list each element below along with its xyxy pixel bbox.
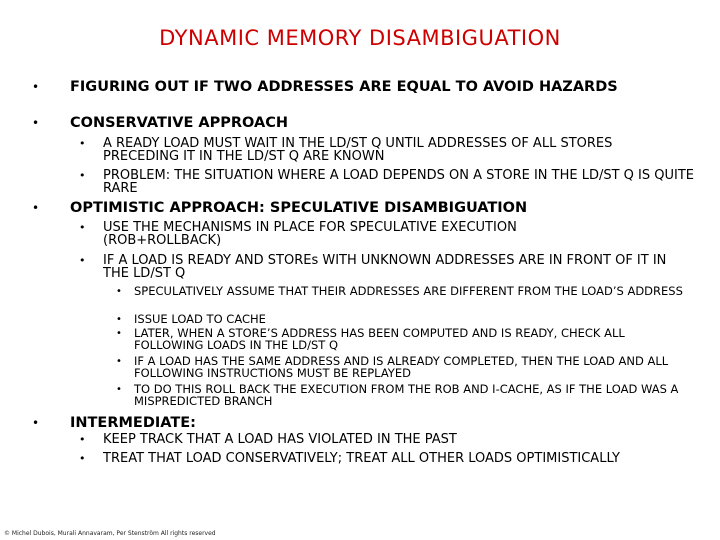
bullet-text: IF A LOAD IS READY AND STOREs WITH UNKNOWN ADDRESSES ARE IN FRONT OF IT IN THE LD/ST Q: [103, 253, 667, 281]
bullet-text: FIGURING OUT IF TWO ADDRESSES ARE EQUAL TO AVOID HAZARDS: [70, 79, 618, 95]
bullet-text: OPTIMISTIC APPROACH: SPECULATIVE DISAMBIGUATION: [70, 200, 528, 216]
bullet-item-1: [32, 79, 650, 95]
bullet-text: IF A LOAD HAS THE SAME ADDRESS AND IS ALREADY COMPLETED, THEN THE LOAD AND ALL FOLLOWING INSTRUCTIONS MUST BE REPLAYED: [134, 354, 669, 380]
bullet-item-6: [79, 220, 623, 248]
slide-title: DYNAMIC MEMORY DISAMBIGUATION: [159, 26, 561, 50]
bullet-icon: •: [116, 286, 122, 297]
bullet-item-10: [116, 326, 694, 352]
bullet-item-9: [116, 312, 694, 326]
bullet-icon: •: [32, 201, 40, 215]
bullet-item-8: [116, 284, 694, 298]
bullet-text: KEEP TRACK THAT A LOAD HAS VIOLATED IN THE PAST: [103, 432, 457, 447]
bullet-icon: •: [79, 254, 86, 267]
bullet-item-2: [32, 115, 650, 131]
bullet-text: PROBLEM: THE SITUATION WHERE A LOAD DEPENDS ON A STORE IN THE LD/ST Q IS QUITE RARE: [103, 168, 694, 196]
bullet-text: A READY LOAD MUST WAIT IN THE LD/ST Q UNTIL ADDRESSES OF ALL STORES PRECEDING IT IN THE LD/ST Q ARE KNOWN: [103, 136, 613, 164]
bullet-text: INTERMEDIATE:: [70, 415, 196, 431]
bullet-item-15: [79, 451, 643, 466]
bullet-icon: •: [116, 384, 122, 395]
bullet-icon: •: [79, 169, 86, 182]
bullet-text: LATER, WHEN A STORE’S ADDRESS HAS BEEN COMPUTED AND IS READY, CHECK ALL FOLLOWING LOADS IN THE LD/ST Q: [134, 326, 625, 352]
copyright-footer: © Michel Dubois, Murali Annavaram, Per Stenström All rights reserved: [4, 530, 216, 537]
bullet-text: USE THE MECHANISMS IN PLACE FOR SPECULATIVE EXECUTION (ROB+ROLLBACK): [103, 220, 517, 248]
bullet-icon: •: [116, 356, 122, 367]
bullet-icon: •: [79, 452, 86, 465]
bullet-icon: •: [32, 116, 40, 130]
bullet-item-11: [116, 354, 694, 380]
bullet-icon: •: [79, 433, 86, 446]
bullet-item-7: [79, 253, 673, 281]
bullet-icon: •: [32, 416, 40, 430]
bullet-icon: •: [116, 314, 122, 325]
bullet-text: CONSERVATIVE APPROACH: [70, 115, 288, 131]
bullet-icon: •: [79, 137, 86, 150]
bullet-item-5: [32, 200, 670, 216]
bullet-item-14: [79, 432, 673, 447]
bullet-icon: •: [79, 221, 86, 234]
bullet-item-12: [116, 382, 709, 408]
bullet-item-13: [32, 415, 650, 431]
bullet-item-3: [79, 136, 673, 164]
bullet-text: SPECULATIVELY ASSUME THAT THEIR ADDRESSES ARE DIFFERENT FROM THE LOAD’S ADDRESS: [134, 284, 683, 298]
bullet-icon: •: [116, 328, 122, 339]
bullet-text: TO DO THIS ROLL BACK THE EXECUTION FROM THE ROB AND I-CACHE, AS IF THE LOAD WAS A MISPREDICTED BRANCH: [134, 382, 679, 408]
bullet-text: TREAT THAT LOAD CONSERVATIVELY; TREAT ALL OTHER LOADS OPTIMISTICALLY: [103, 451, 620, 466]
bullet-item-4: [79, 168, 703, 196]
bullet-text: ISSUE LOAD TO CACHE: [134, 312, 266, 326]
bullet-icon: •: [32, 80, 40, 94]
